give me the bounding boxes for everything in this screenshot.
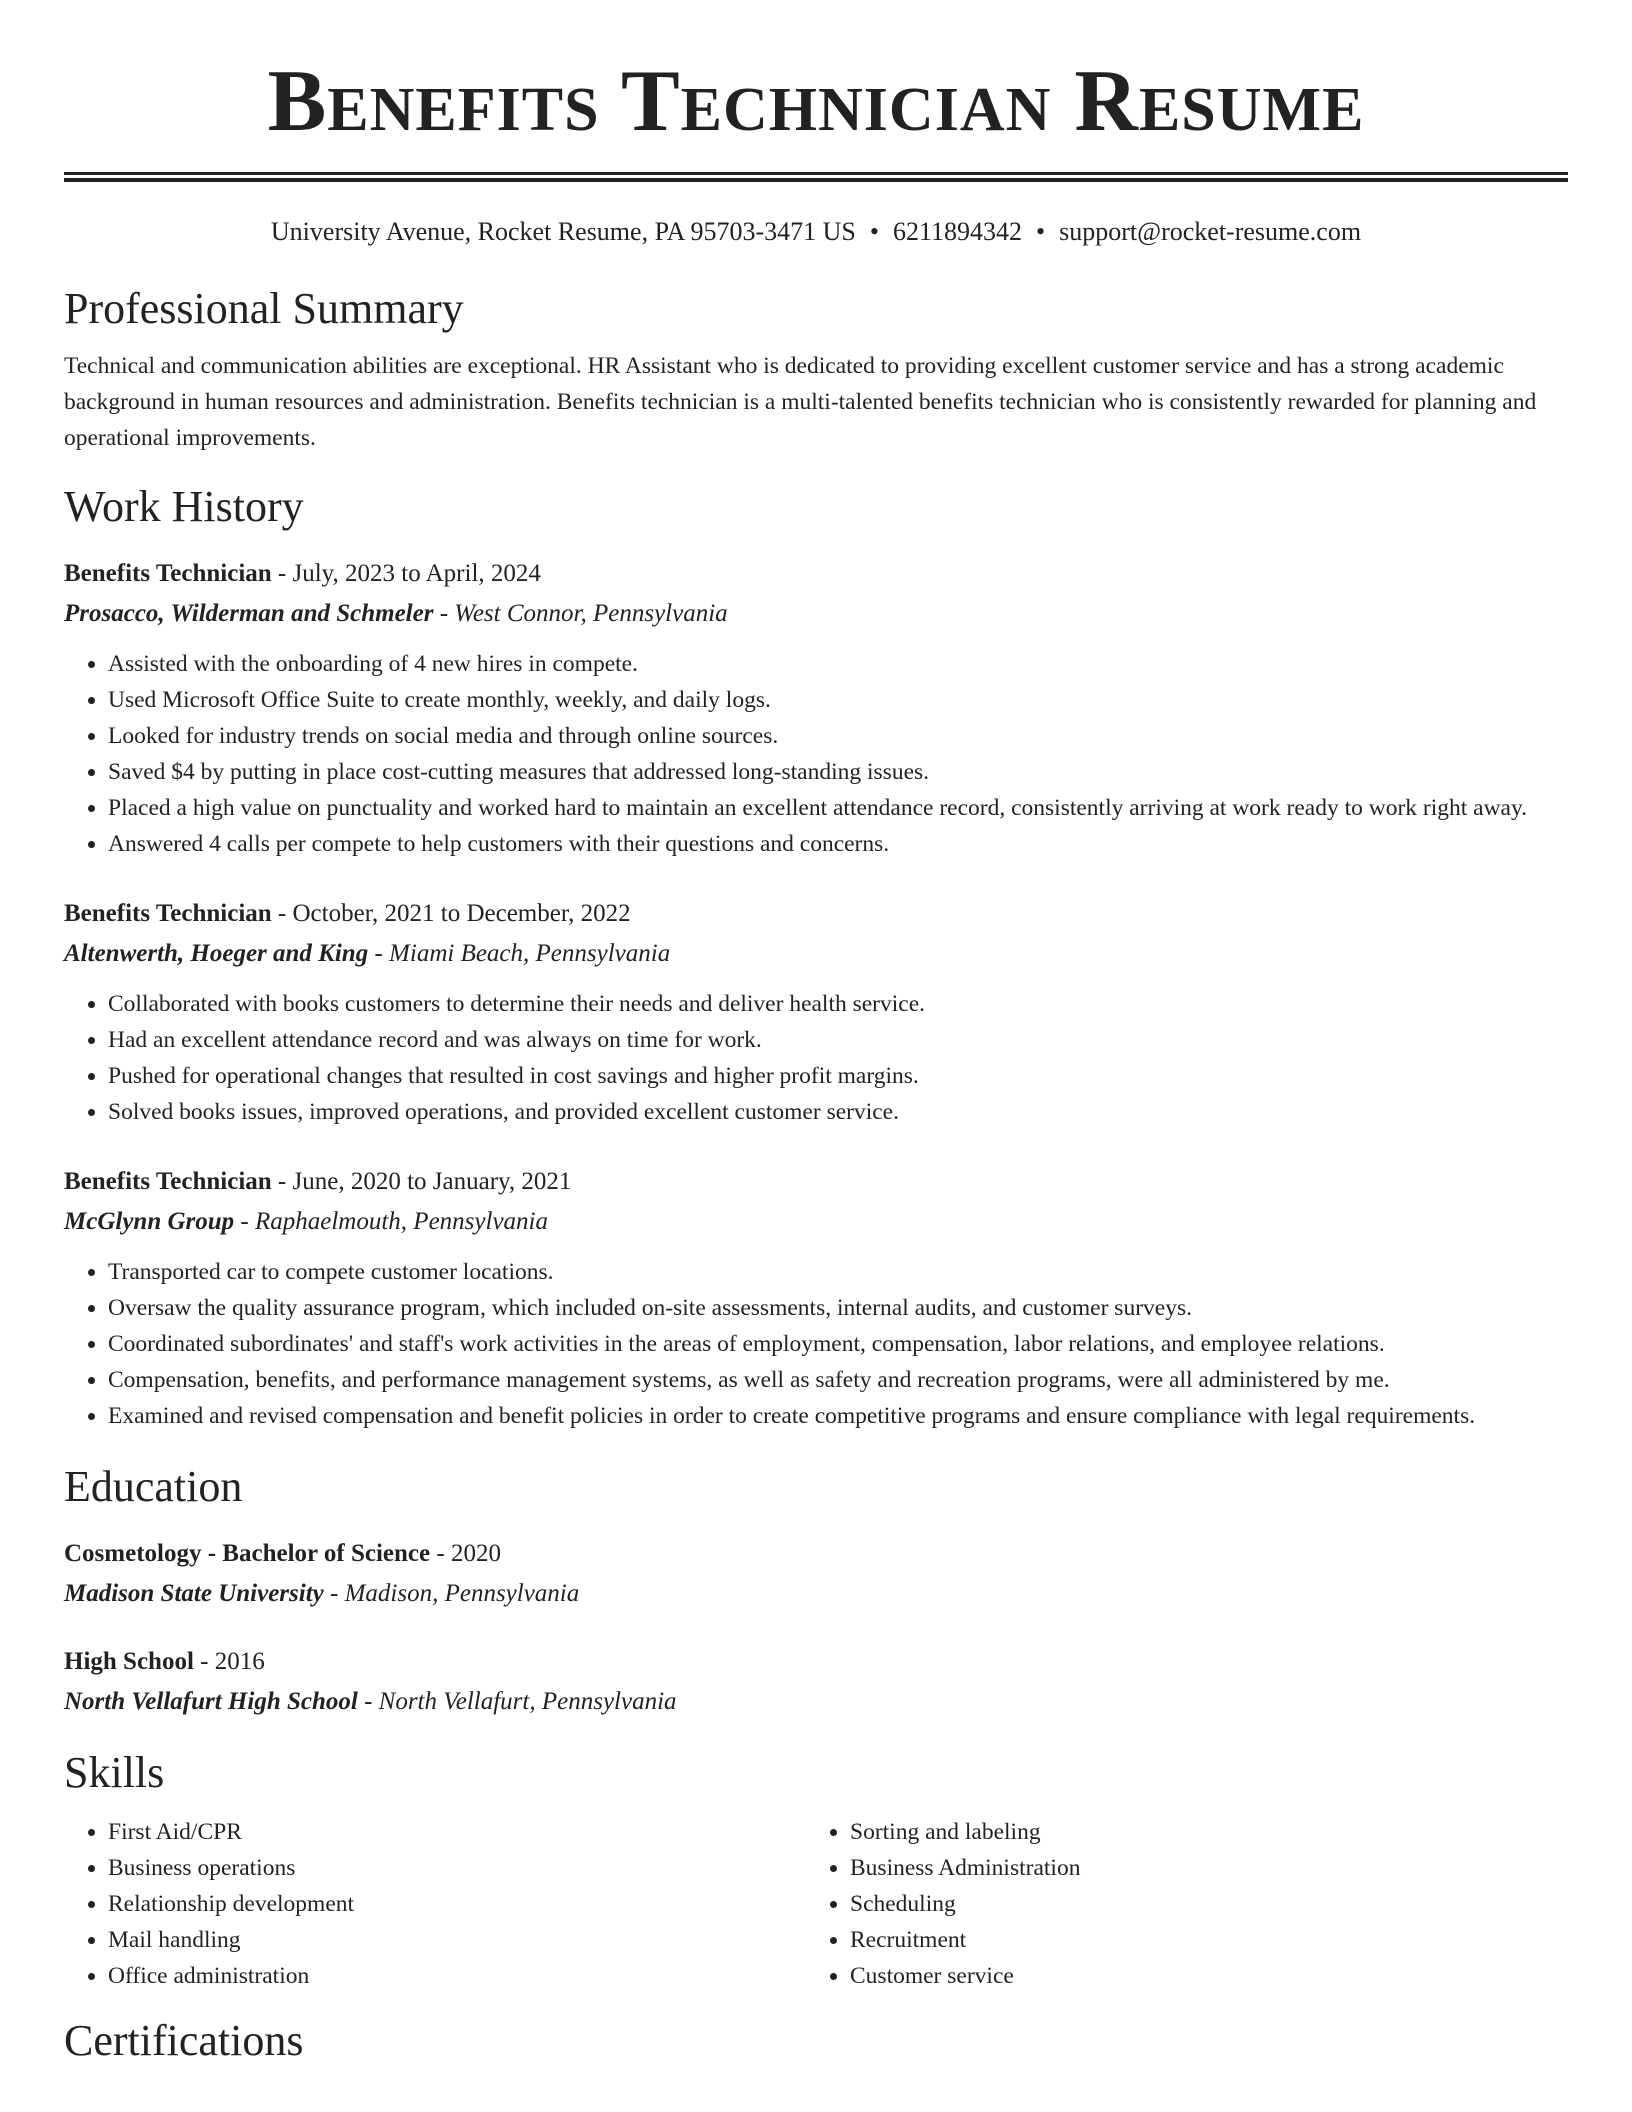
job-title: Benefits Technician	[64, 900, 272, 927]
job-duties	[64, 1254, 1568, 1434]
job-duties	[64, 646, 1568, 862]
education-entry	[64, 1642, 1568, 1722]
list-item: • Customer service	[850, 1958, 1566, 1994]
graduation-year: - 2020	[430, 1540, 501, 1567]
skills-column-right	[806, 1814, 1566, 1994]
degree: High School	[64, 1648, 194, 1675]
page-title: Benefits Technician Resume	[267, 53, 1365, 150]
resume-content	[64, 0, 1568, 2066]
list-item: • Sorting and labeling	[850, 1814, 1566, 1850]
job-title: Benefits Technician	[64, 1168, 272, 1195]
list-item: • Compensation, benefits, and performance management systems, as well as safety and recreation programs, were all administered by me.	[108, 1362, 1568, 1398]
school-location: - Madison, Pennsylvania	[323, 1580, 580, 1607]
school-name: North Vellafurt High School	[64, 1688, 358, 1715]
list-item: • Placed a high value on punctuality and worked hard to maintain an excellent attendance record, consistently arriving at work ready to work right away.	[108, 790, 1568, 826]
list-item: • Used Microsoft Office Suite to create monthly, weekly, and daily logs.	[108, 682, 1568, 718]
job-entry	[64, 554, 1568, 862]
job-company: Prosacco, Wilderman and Schmeler	[64, 600, 434, 627]
job-location: - Raphaelmouth, Pennsylvania	[234, 1208, 548, 1235]
list-item: • Examined and revised compensation and benefit policies in order to create competitive programs and ensure compliance with legal requirements.	[108, 1398, 1568, 1434]
title-divider	[64, 172, 1568, 182]
list-item: • Coordinated subordinates' and staff's work activities in the areas of employment, compensation, labor relations, and employee relations.	[108, 1326, 1568, 1362]
list-item: • Saved $4 by putting in place cost-cutting measures that addressed long-standing issues.	[108, 754, 1568, 790]
degree-line	[64, 1642, 1568, 1682]
list-item: • Business Administration	[850, 1850, 1566, 1886]
job-entry	[64, 1162, 1568, 1434]
summary-heading: Professional Summary	[64, 284, 464, 333]
list-item: • Solved books issues, improved operations, and provided excellent customer service.	[108, 1094, 1568, 1130]
job-title-line	[64, 1162, 1568, 1202]
school-location: - North Vellafurt, Pennsylvania	[357, 1688, 677, 1715]
job-company: McGlynn Group	[64, 1208, 235, 1235]
certifications-heading: Certifications	[64, 2016, 304, 2065]
contact-separator: •	[1036, 217, 1046, 246]
list-item: • Relationship development	[108, 1886, 806, 1922]
job-title-line	[64, 554, 1568, 594]
job-dates: - June, 2020 to January, 2021	[271, 1168, 572, 1195]
list-item: • Assisted with the onboarding of 4 new hires in compete.	[108, 646, 1568, 682]
list-item: • First Aid/CPR	[108, 1814, 806, 1850]
job-title-line	[64, 894, 1568, 934]
job-company: Altenwerth, Hoeger and King	[64, 940, 369, 967]
contact-address: University Avenue, Rocket Resume, PA 95703-3471 US	[270, 217, 856, 246]
education-entry	[64, 1534, 1568, 1614]
school-name: Madison State University	[64, 1580, 324, 1607]
contact-email: support@rocket-resume.com	[1059, 217, 1362, 246]
list-item: • Recruitment	[850, 1922, 1566, 1958]
school-line	[64, 1682, 1568, 1722]
list-item: • Transported car to compete customer locations.	[108, 1254, 1568, 1290]
education-heading: Education	[64, 1462, 243, 1511]
list-item: • Pushed for operational changes that resulted in cost savings and higher profit margins.	[108, 1058, 1568, 1094]
contact-separator: •	[869, 217, 879, 246]
job-company-line	[64, 594, 1568, 634]
job-title: Benefits Technician	[64, 560, 272, 587]
summary-text: Technical and communication abilities are exceptional. HR Assistant who is dedicated to providing excellent customer service and has a strong academic background in human resources and administration. Benefits technician is a multi-talented benefits technician who is consistently rewarded for planning and operational improvements.	[64, 353, 1537, 451]
list-item: • Scheduling	[850, 1886, 1566, 1922]
job-duties	[64, 986, 1568, 1130]
list-item: • Collaborated with books customers to determine their needs and deliver health service.	[108, 986, 1568, 1022]
list-item: • Answered 4 calls per compete to help customers with their questions and concerns.	[108, 826, 1568, 862]
job-company-line	[64, 934, 1568, 974]
job-dates: - October, 2021 to December, 2022	[271, 900, 631, 927]
skills-list	[64, 1814, 1568, 1994]
skills-heading: Skills	[64, 1748, 165, 1797]
list-item: • Mail handling	[108, 1922, 806, 1958]
contact-phone: 6211894342	[893, 217, 1023, 246]
list-item: • Had an excellent attendance record and was always on time for work.	[108, 1022, 1568, 1058]
list-item: • Oversaw the quality assurance program, which included on-site assessments, internal audits, and customer surveys.	[108, 1290, 1568, 1326]
degree-line	[64, 1534, 1568, 1574]
degree: Cosmetology - Bachelor of Science	[64, 1540, 431, 1567]
job-entry	[64, 894, 1568, 1130]
job-company-line	[64, 1202, 1568, 1242]
list-item: • Office administration	[108, 1958, 806, 1994]
job-location: - Miami Beach, Pennsylvania	[368, 940, 671, 967]
school-line	[64, 1574, 1568, 1614]
job-dates: - July, 2023 to April, 2024	[271, 560, 541, 587]
list-item: • Looked for industry trends on social media and through online sources.	[108, 718, 1568, 754]
contact-line	[64, 216, 1568, 248]
work-history-heading: Work History	[64, 482, 304, 531]
list-item: • Business operations	[108, 1850, 806, 1886]
job-location: - West Connor, Pennsylvania	[433, 600, 728, 627]
graduation-year: - 2016	[193, 1648, 265, 1675]
skills-column-left	[64, 1814, 806, 1994]
